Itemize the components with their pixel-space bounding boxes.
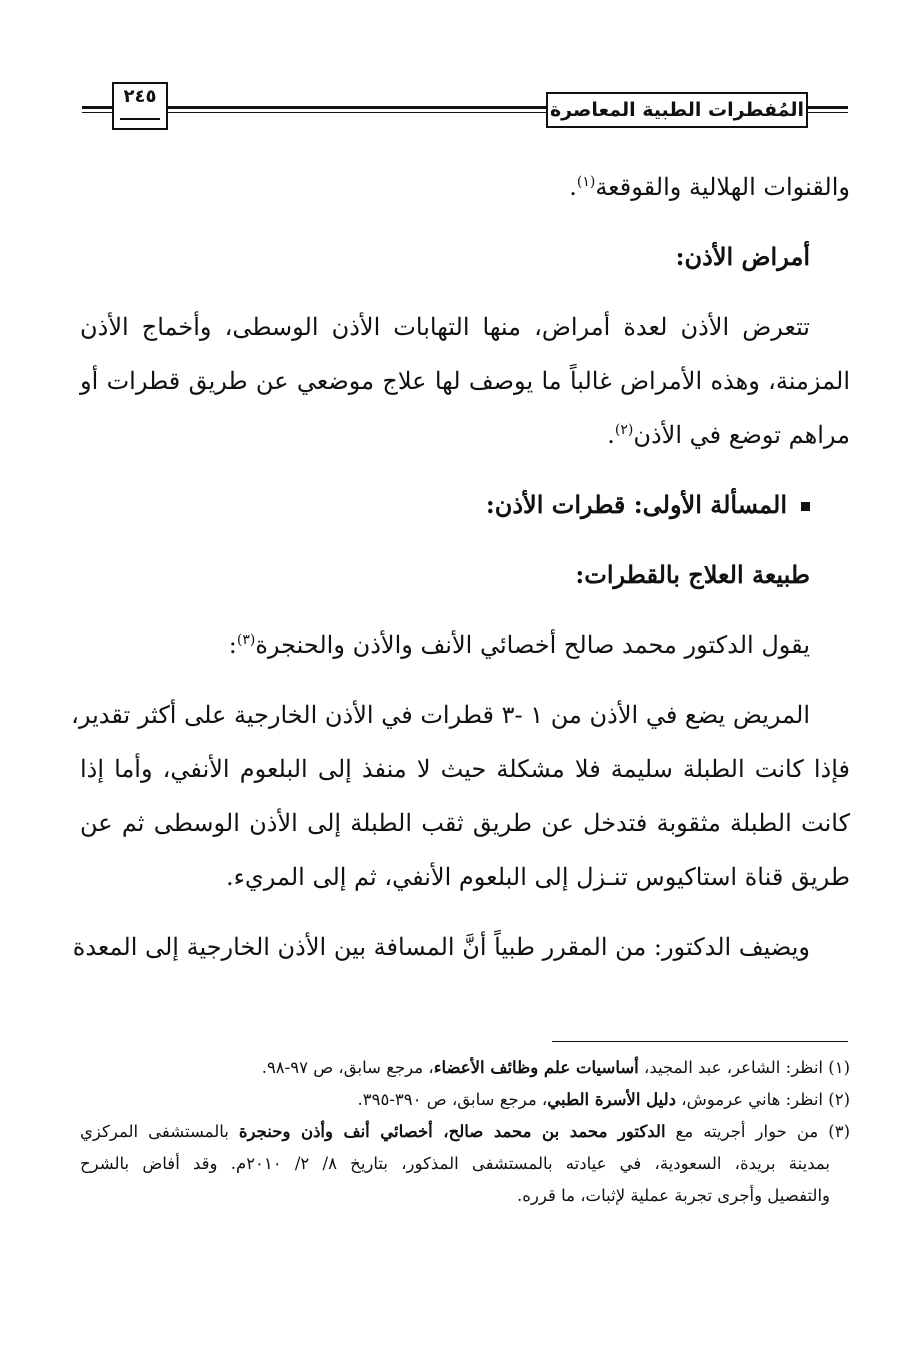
doctor-name-ref: الدكتور محمد بن محمد صالح، أخصائي أنف وأذن وحنجرة — [238, 1122, 666, 1141]
text-span: : — [228, 631, 237, 659]
book-title-ref: أساسيات علم وظائف الأعضاء — [433, 1058, 639, 1077]
text-span: (٢) انظر: هاني عرموش، — [676, 1090, 850, 1109]
text-span: . — [569, 173, 577, 201]
running-header — [82, 78, 848, 134]
footnote-ref: (١) — [576, 174, 596, 190]
text-span: (١) انظر: الشاعر، عبد المجيد، — [638, 1058, 850, 1077]
text-line: تتعرض الأذن لعدة أمراض، منها التهابات الأذن الوسطى، وأخماج الأذن — [80, 313, 810, 341]
text-span: ، مرجع سابق، ص ٩٧-٩٨. — [261, 1058, 434, 1077]
text-line: ويضيف الدكتور: من المقرر طبياً أنَّ المسافة بين الأذن الخارجية إلى المعدة — [72, 933, 810, 961]
footnote-separator — [552, 1041, 848, 1042]
text-span: (٣) من حوار أجريته مع — [665, 1122, 850, 1141]
main-text — [71, 160, 850, 974]
text-span: يقول الدكتور محمد صالح أخصائي الأنف والأذن والحنجرة — [255, 631, 810, 659]
text-line — [80, 408, 850, 462]
text-line — [80, 160, 850, 214]
text-line: المريض يضع في الأذن من ١ -٣ قطرات في الأذن الخارجية على أكثر تقدير، — [71, 701, 810, 729]
text-span: . — [607, 421, 615, 449]
footnote-3-line-2: بمدينة بريدة، السعودية، في عيادته بالمستشفى المذكور، بتاريخ ٨/ ٢/ ٢٠١٠م. وقد أفاض بالشرح — [80, 1154, 830, 1173]
footnote-3-line-3: والتفصيل وأجرى تجربة عملية لإثبات، ما قرره. — [517, 1186, 830, 1205]
heading-text: المسألة الأولى: قطرات الأذن: — [485, 490, 787, 519]
footnotes — [80, 1052, 850, 1212]
section-heading-ear-diseases: أمراض الأذن: — [675, 242, 810, 271]
text-span: ، مرجع سابق، ص ٣٩٠-٣٩٥. — [357, 1090, 548, 1109]
text-span: بالمستشفى المركزي — [80, 1122, 239, 1141]
book-title-ref: دليل الأسرة الطبي — [547, 1090, 677, 1109]
text-line — [80, 618, 850, 672]
text-span: مراهم توضع في الأذن — [633, 421, 850, 449]
page-number: ٢٤٥ — [112, 82, 168, 130]
text-span: والقنوات الهلالية والقوقعة — [595, 173, 850, 201]
text-line: طريق قناة استاكيوس تنـزل إلى البلعوم الأنفي، ثم إلى المريء. — [226, 863, 850, 891]
text-line: المزمنة، وهذه الأمراض غالباً ما يوصف لها علاج موضعي عن طريق قطرات أو — [80, 367, 850, 395]
square-bullet-icon — [801, 502, 810, 511]
footnote-ref: (٣) — [236, 632, 256, 648]
subheading-treatment-nature: طبيعة العلاج بالقطرات: — [575, 560, 810, 589]
footnote-1 — [80, 1052, 850, 1084]
footnote-2 — [80, 1084, 850, 1116]
book-title: المُفطرات الطبية المعاصرة — [546, 92, 808, 128]
footnote-3 — [80, 1116, 850, 1148]
text-line: كانت الطبلة مثقوبة فتدخل عن طريق ثقب الطبلة إلى الأذن الوسطى ثم عن — [80, 809, 850, 837]
text-line: فإذا كانت الطبلة سليمة فلا مشكلة حيث لا منفذ إلى البلعوم الأنفي، وأما إذا — [80, 755, 850, 783]
footnote-ref: (٢) — [614, 422, 634, 438]
section-heading-ear-drops — [80, 478, 850, 532]
